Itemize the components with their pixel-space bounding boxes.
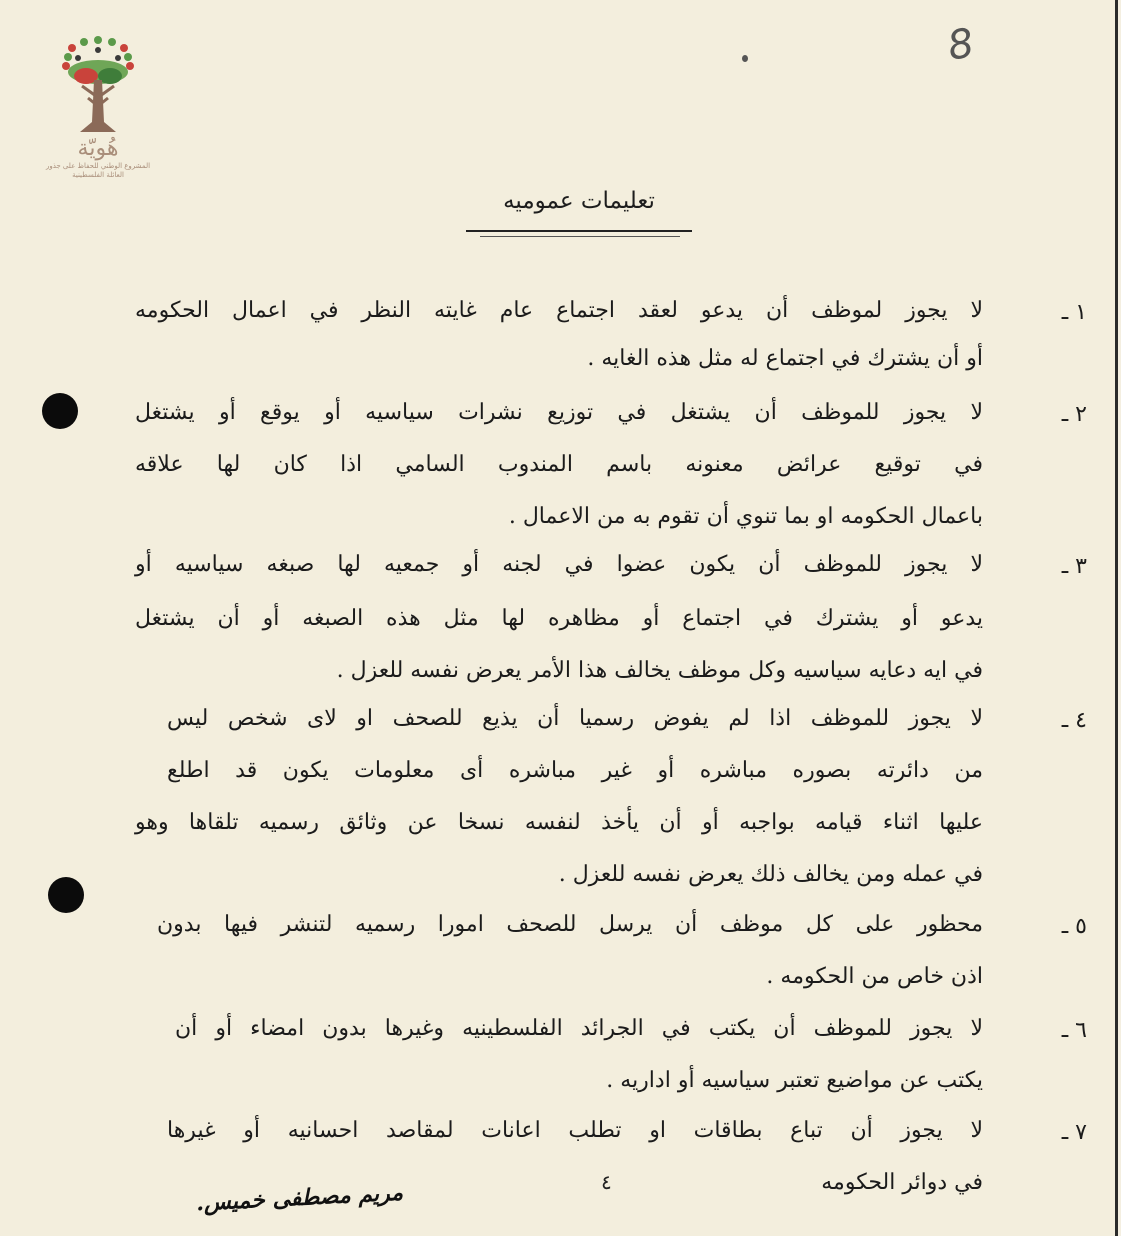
item-number: ٤ ـ [1061, 708, 1087, 733]
logo-wordmark: هُويّة [77, 136, 119, 161]
item-line: في دوائر الحكومه [821, 1170, 983, 1195]
item-line: لا يجوز للموظف أن يكتب في الجرائد الفلسطينيه وغيرها بدون امضاء أو أن [175, 1016, 983, 1041]
watermark-logo [44, 36, 152, 214]
item-line: يكتب عن مواضيع تعتبر سياسيه أو اداريه . [606, 1068, 983, 1093]
item-line: لا يجوز للموظف أن يشتغل في توزيع نشرات سياسيه أو يوقع أو يشتغل [135, 400, 983, 425]
ink-speck [742, 55, 748, 62]
punch-hole [42, 393, 78, 429]
item-line: عليها اثناء قيامه بواجبه أو أن يأخذ لنفسه نسخا عن وثائق رسميه تلقاها وهو [135, 810, 983, 835]
family-tree-icon [58, 36, 138, 136]
item-line: اذن خاص من الحكومه . [766, 964, 983, 989]
item-line: باعمال الحكومه او بما تنوي أن تقوم به من الاعمال . [508, 504, 983, 529]
title-underline [466, 230, 692, 232]
item-number: ٦ ـ [1061, 1018, 1087, 1043]
document-title: تعليمات عموميه [503, 188, 655, 214]
item-number: ٣ ـ [1061, 554, 1087, 579]
page-number: 8 [944, 20, 978, 70]
handwritten-signature: مريم مصطفى خميس. [195, 1179, 404, 1217]
item-line: لا يجوز لموظف أن يدعو لعقد اجتماع عام غايته النظر في اعمال الحكومه [135, 298, 983, 323]
item-number: ٢ ـ [1061, 402, 1087, 427]
item-number: ٥ ـ [1061, 914, 1087, 939]
item-line: في توقيع عرائض معنونه باسم المندوب السامي اذا كان لها علاقه [135, 452, 983, 477]
footer-page-number: ٤ [601, 1170, 612, 1194]
item-line: من دائرته بصوره مباشره أو غير مباشره أى معلومات يكون قد اطلع [167, 758, 983, 783]
item-line: لا يجوز للموظف أن يكون عضوا في لجنه أو جمعيه لها صبغه سياسيه أو [135, 552, 983, 577]
title-underline-secondary [480, 236, 680, 237]
item-line: لا يجوز أن تباع بطاقات او تطلب اعانات لمقاصد احسانيه أو غيرها [167, 1118, 983, 1143]
item-line: في عمله ومن يخالف ذلك يعرض نفسه للعزل . [558, 862, 983, 887]
item-line: محظور على كل موظف أن يرسل للصحف امورا رسميه لتنشر فيها بدون [157, 912, 983, 937]
item-line: لا يجوز للموظف اذا لم يفوض رسميا أن يذيع للصحف او لاى شخص ليس [167, 706, 983, 731]
item-line: يدعو أو يشترك في اجتماع أو مظاهره لها مثل هذه الصبغه أو أن يشتغل [135, 606, 983, 631]
item-number: ٧ ـ [1061, 1120, 1087, 1145]
logo-tagline: المشروع الوطني للحفاظ على جذور العائلة الفلسطينية [45, 162, 151, 179]
item-number: ١ ـ [1061, 300, 1087, 325]
item-line: أو أن يشترك في اجتماع له مثل هذه الغايه . [587, 346, 983, 371]
punch-hole [48, 877, 84, 913]
item-line: في ايه دعايه سياسيه وكل موظف يخالف هذا الأمر يعرض نفسه للعزل . [336, 658, 983, 683]
